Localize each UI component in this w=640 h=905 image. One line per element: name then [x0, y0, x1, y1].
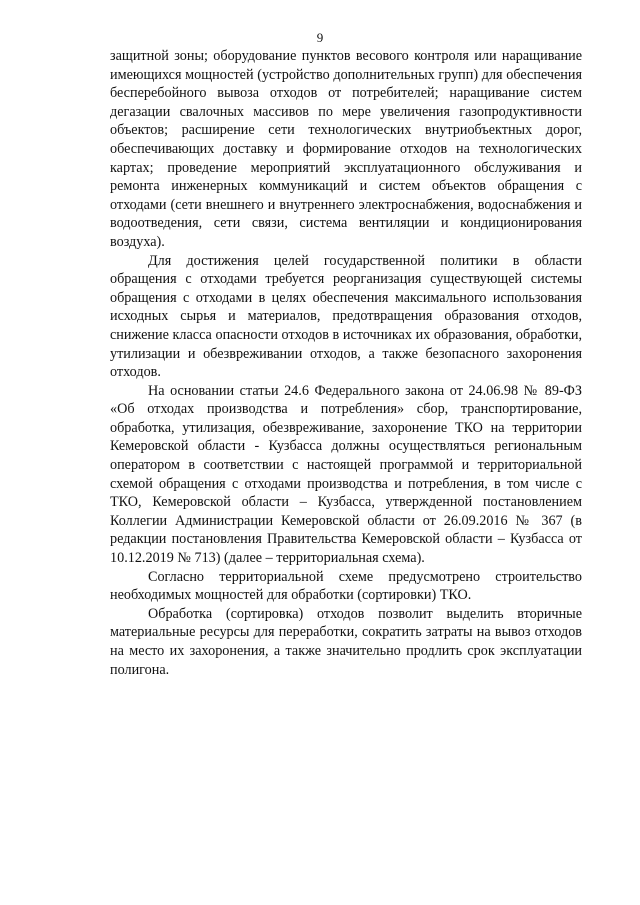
- page-number: 9: [316, 30, 324, 45]
- paragraph-federal-law: На основании статьи 24.6 Федерального закона от 24.06.98 № 89-ФЗ «Об отходах производства и потребления» сбор, транспортирование, обработка, утилизация, обезвреживание, захоронение ТКО на территории Кемеровской области - Кузбасса должны осуществляться региональным оператором в соответствии с настоящей программой и территориальной схемой обращения с отходами производства и потребления, в том числе с ТКО, Кемеровской области – Кузбасса, утвержденной постановлением Коллегии Администрации Кемеровской области от 26.09.2016 № 367 (в редакции постановления Правительства Кемеровской области – Кузбасса от 10.12.2019 № 713) (далее – территориальная схема).: [110, 382, 582, 567]
- paragraph-continuation: защитной зоны; оборудование пунктов весового контроля или наращивание имеющихся мощностей (устройство дополнительных групп) для обеспечения бесперебойного вывоза отходов от потребителей; наращивание систем дегазации свалочных массивов по мере увеличения газопродуктивности объектов; расширение сети технологических внутриобъектных дорог, обеспечивающих доставку и формирование отходов на технологических картах; проведение мероприятий эксплуатационного обслуживания и ремонта инженерных коммуникаций и систем объектов обращения с отходами (сети внешнего и внутреннего электроснабжения, водоснабжения и водоотведения, сети связи, система вентиляции и кондиционирования воздуха).: [110, 48, 582, 250]
- document-body: [110, 47, 582, 679]
- paragraph-policy-goals: Для достижения целей государственной политики в области обращения с отходами требуется реорганизация существующей системы обращения с отходами в целях обеспечения максимального использования исходных сырья и материалов, предотвращения образования отходов, снижение класса опасности отходов в источниках их образования, обработки, утилизации и обезвреживании отходов, а также безопасного захоронения отходов.: [110, 252, 582, 381]
- paragraph-territorial-scheme: Согласно территориальной схеме предусмотрено строительство необходимых мощностей для обработки (сортировки) ТКО.: [110, 568, 582, 604]
- paragraph-sorting-benefits: Обработка (сортировка) отходов позволит выделить вторичные материальные ресурсы для переработки, сократить затраты на вывоз отходов на место их захоронения, а также значительно продлить срок эксплуатации полигона.: [110, 605, 582, 678]
